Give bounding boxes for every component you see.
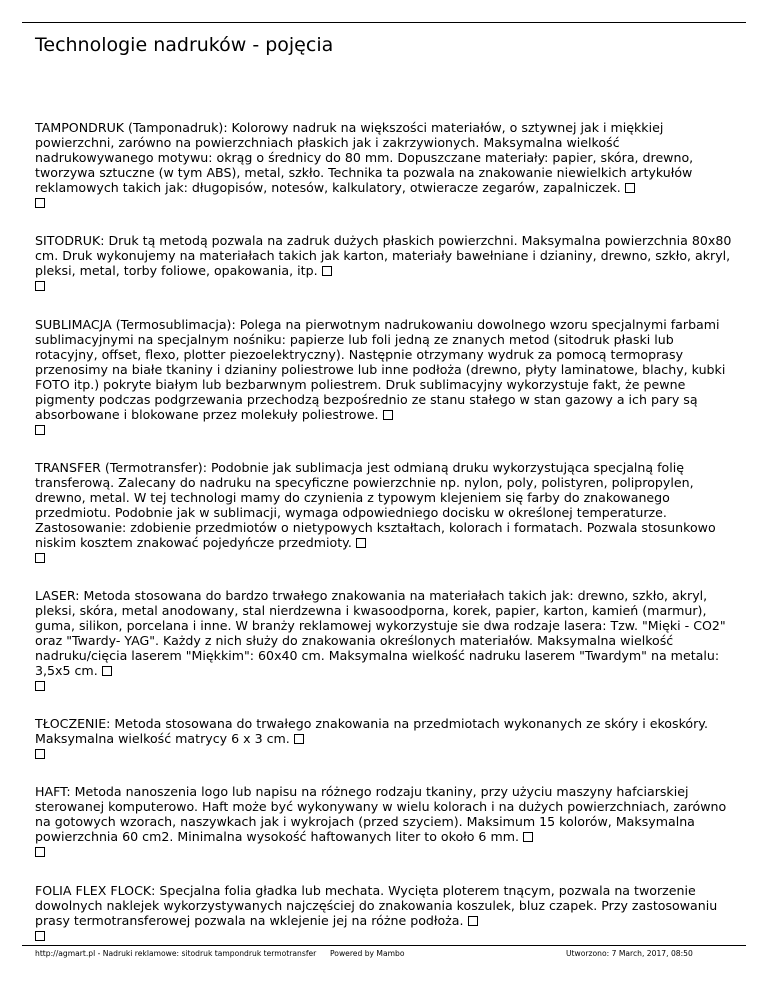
section-text: TRANSFER (Termotransfer): Podobnie jak sublimacja jest odmianą druku wykorzystująca specjalną folię transferową. Zalecany do nadruku na specyficzne powierzchnie np. nylon, poly, polistyren, polipropylen, drewno, metal. W tej technologi mamy do czynienia z typowym klejeniem się farby do znakowanego przedmiotu. Podobnie jak w sublimacji, wymaga odpowiedniego docisku w określonej temperaturze. Zastosowanie: zdobienie przedmiotów o nietypowych kształtach, kolorach i formatach. Pozwala stosunkowo niskim kosztem znakować pojedyńcze przedmioty. <box>35 460 716 550</box>
section-laser <box>35 588 737 693</box>
section-haft <box>35 784 737 859</box>
checkbox-glyph-icon <box>322 266 332 276</box>
checkbox-glyph-icon <box>383 410 393 420</box>
page-title: Technologie nadruków - pojęcia <box>35 34 334 56</box>
section-text: TŁOCZENIE: Metoda stosowana do trwałego znakowania na przedmiotach wykonanych ze skóry i ekoskóry. Maksymalna wielkość matrycy 6 x 3 cm. <box>35 716 708 746</box>
section-transfer <box>35 460 737 565</box>
section-text: FOLIA FLEX FLOCK: Specjalna folia gładka lub mechata. Wycięta ploterem tnącym, pozwala na tworzenie dowolnych naklejek wykorzystywanych najczęściej do znakowania koszulek, bluz czapek. Przy zastosowaniu prasy termotransferowej pozwala na wklejenie jej na różne podłoża. <box>35 883 718 928</box>
section-sitodruk <box>35 233 737 293</box>
checkbox-glyph-icon <box>35 749 45 759</box>
footer-powered-by: Powered by Mambo <box>330 949 405 958</box>
section-text: HAFT: Metoda nanoszenia logo lub napisu na różnego rodzaju tkaniny, przy użyciu maszyny hafciarskiej sterowanej komputerowo. Haft może być wykonywany w wielu kolorach i na dużych powierzchniach, zarówno na gotowych wzorach, naszywkach jak i wykrojach (przed szyciem). Maksimum 15 kolorów, Maksymalna powierzchnia 60 cm2. Minimalna wysokość haftowanych liter to około 6 mm. <box>35 784 727 844</box>
checkbox-glyph-icon <box>35 281 45 291</box>
section-sublimacja <box>35 317 737 437</box>
checkbox-glyph-icon <box>35 931 45 941</box>
footer-url: http://agmart.pl - Nadruki reklamowe: sitodruk tampondruk termotransfer <box>35 949 317 958</box>
checkbox-glyph-icon <box>35 847 45 857</box>
section-folia-flex-flock <box>35 883 737 943</box>
checkbox-glyph-icon <box>35 425 45 435</box>
checkbox-glyph-icon <box>468 916 478 926</box>
checkbox-glyph-icon <box>356 538 366 548</box>
section-tampondruk <box>35 120 737 210</box>
checkbox-glyph-icon <box>35 553 45 563</box>
checkbox-glyph-icon <box>523 832 533 842</box>
section-tloczenie <box>35 716 737 761</box>
footer-rule <box>22 945 746 946</box>
checkbox-glyph-icon <box>102 666 112 676</box>
checkbox-glyph-icon <box>294 734 304 744</box>
section-text: SUBLIMACJA (Termosublimacja): Polega na pierwotnym nadrukowaniu dowolnego wzoru specjalnymi farbami sublimacyjnymi na specjalnym nośniku: papierze lub foli jedną ze znanych metod (sitodruk płaski lub rotacyjny, offset, flexo, plotter piezoelektryczny). Następnie otrzymany wydruk za pomocą termoprasy przenosimy na białe tkaniny i dzianiny poliestrowe lub inne podłoża (drewno, płyty laminatowe, blachy, kubki FOTO itp.) pokryte białym lub bezbarwnym poliestrem. Druk sublimacyjny wykorzystuje fakt, że pewne pigmenty podczas podgrzewania przechodzą bezpośrednio ze stanu stałego w stan gazowy a ich pary są absorbowane i blokowane przez molekuły poliestrowe. <box>35 317 726 422</box>
top-rule <box>22 22 746 23</box>
section-text: TAMPONDRUK (Tamponadruk): Kolorowy nadruk na większości materiałów, o sztywnej jak i miękkiej powierzchni, zarówno na powierzchniach płaskich jak i zakrzywionych. Maksymalna wielkość nadrukowywanego motywu: okrąg o średnicy do 80 mm. Dopuszczane materiały: papier, skóra, drewno, tworzywa sztuczne (w tym ABS), metal, szkło. Technika ta pozwala na znakowanie niewielkich artykułów reklamowych takich jak: długopisów, notesów, kalkulatory, otwieracze zegarów, zapalniczek. <box>35 120 694 195</box>
checkbox-glyph-icon <box>625 183 635 193</box>
section-text: LASER: Metoda stosowana do bardzo trwałego znakowania na materiałach takich jak: drewno, szkło, akryl, pleksi, skóra, metal anodowany, stal nierdzewna i kwasoodporna, korek, papier, karton, kamień (marmur), guma, silikon, porcelana i inne. W branży reklamowej wykorzystuje sie dwa rodzaje lasera: Tzw. "Mięki - CO2" oraz "Twardy- YAG". Każdy z nich służy do znakowania określonych materiałów. Maksymalna wielkość nadruku/cięcia laserem "Miękkim": 60x40 cm. Maksymalna wielkość nadruku laserem "Twardym" na metalu: 3,5x5 cm. <box>35 588 726 678</box>
checkbox-glyph-icon <box>35 198 45 208</box>
checkbox-glyph-icon <box>35 681 45 691</box>
footer-created-date: Utworzono: 7 March, 2017, 08:50 <box>566 949 693 958</box>
section-text: SITODRUK: Druk tą metodą pozwala na zadruk dużych płaskich powierzchni. Maksymalna powierzchnia 80x80 cm. Druk wykonujemy na materiałach takich jak karton, materiały bawełniane i dzianiny, drewno, szkło, akryl, pleksi, metal, torby foliowe, opakowania, itp. <box>35 233 732 278</box>
